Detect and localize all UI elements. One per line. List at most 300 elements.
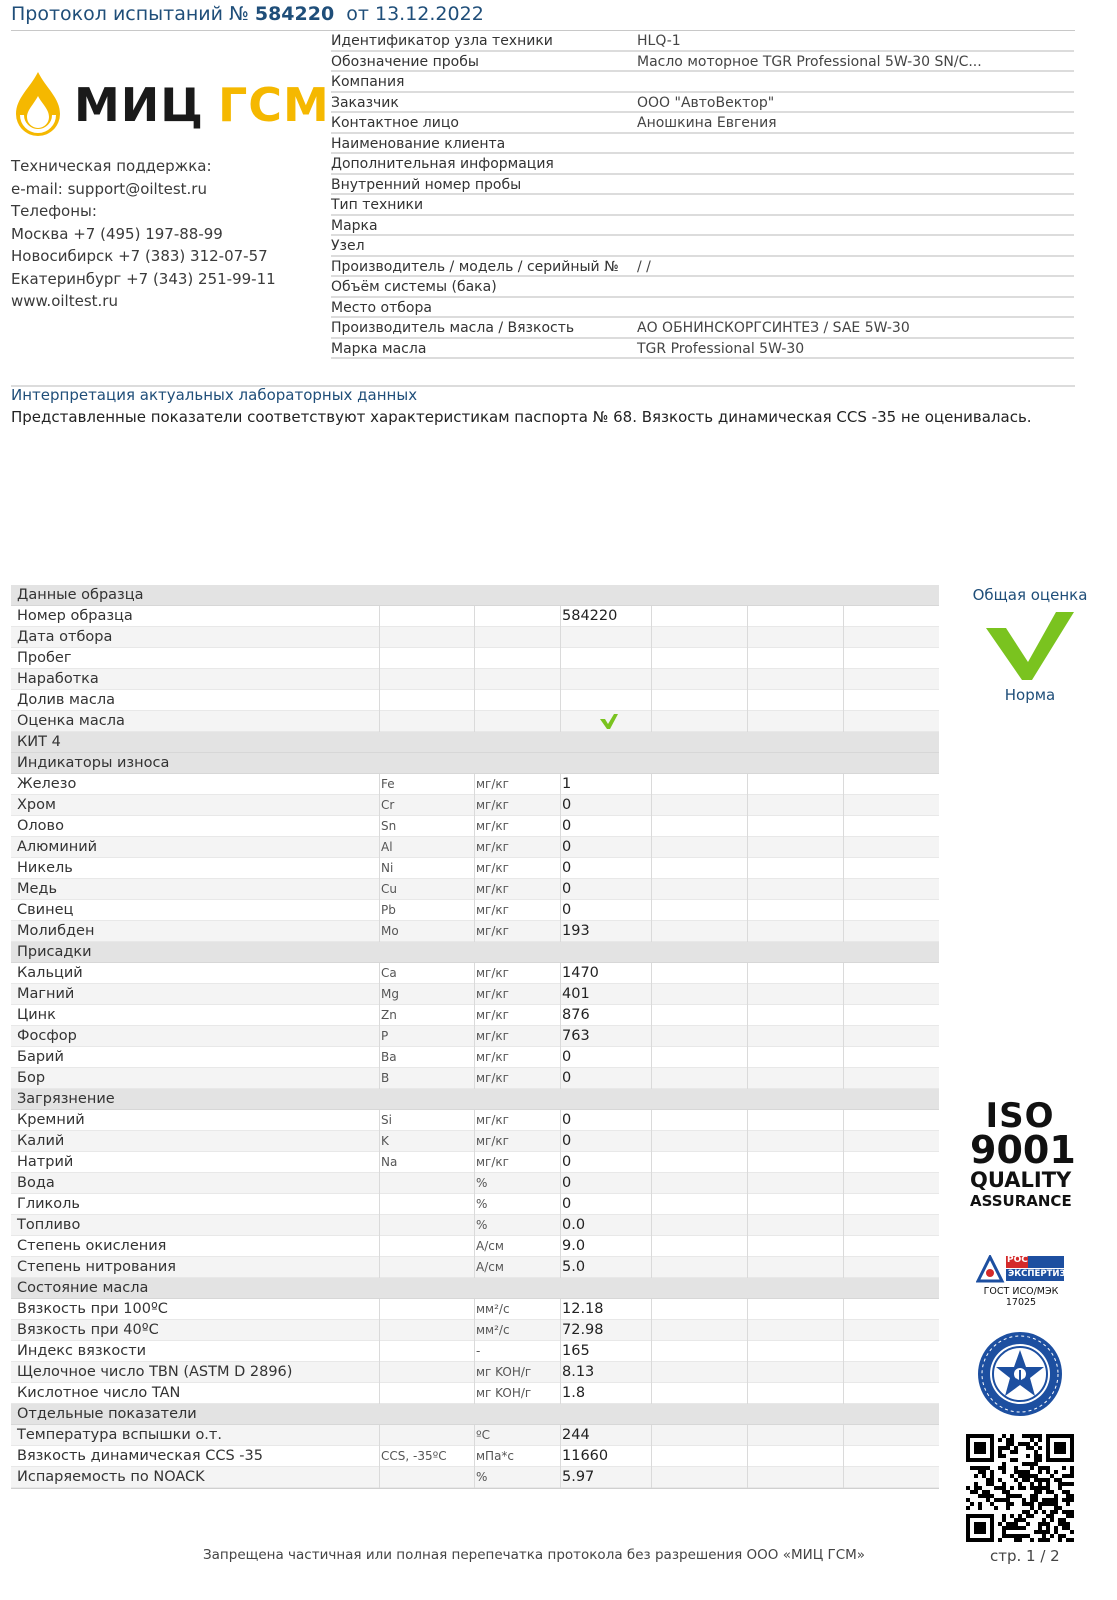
column-divider bbox=[379, 1026, 380, 1047]
column-divider bbox=[560, 711, 561, 732]
column-divider bbox=[474, 1005, 475, 1026]
column-divider bbox=[560, 1131, 561, 1152]
interpretation-title: Интерпретация актуальных лабораторных данных bbox=[11, 386, 418, 404]
ros-standard: ГОСТ ИСО/МЭК bbox=[983, 1286, 1059, 1297]
unit: мг KOH/г bbox=[476, 1386, 532, 1400]
column-divider bbox=[379, 690, 380, 711]
column-divider bbox=[379, 1299, 380, 1320]
column-divider bbox=[379, 963, 380, 984]
column-divider bbox=[560, 1194, 561, 1215]
result-value: 0 bbox=[562, 818, 572, 834]
column-divider bbox=[474, 1236, 475, 1257]
column-divider bbox=[651, 711, 652, 732]
support-contacts bbox=[11, 155, 276, 313]
column-divider bbox=[379, 1047, 380, 1068]
column-divider bbox=[747, 1131, 748, 1152]
column-divider bbox=[651, 1236, 652, 1257]
column-divider bbox=[651, 1383, 652, 1404]
column-divider bbox=[651, 1467, 652, 1488]
column-divider bbox=[560, 1425, 561, 1446]
unit: мг/кг bbox=[476, 1155, 509, 1169]
column-divider bbox=[474, 690, 475, 711]
column-divider bbox=[560, 963, 561, 984]
protocol-title bbox=[11, 3, 484, 25]
unit: мг/кг bbox=[476, 777, 509, 791]
column-divider bbox=[843, 669, 844, 690]
section-title: Состояние масла bbox=[17, 1280, 149, 1296]
result-value: 1470 bbox=[562, 965, 599, 981]
parameter-name: Калий bbox=[17, 1133, 65, 1149]
column-divider bbox=[651, 1425, 652, 1446]
column-divider bbox=[843, 1341, 844, 1362]
parameter-name: Степень окисления bbox=[17, 1238, 167, 1254]
unit: мг/кг bbox=[476, 882, 509, 896]
column-divider bbox=[747, 984, 748, 1005]
column-divider bbox=[379, 711, 380, 732]
element-symbol: Sn bbox=[381, 819, 397, 833]
element-symbol: CCS, -35ºC bbox=[381, 1449, 447, 1463]
results-table bbox=[11, 585, 939, 1489]
column-divider bbox=[474, 837, 475, 858]
column-divider bbox=[651, 795, 652, 816]
column-divider bbox=[747, 1047, 748, 1068]
column-divider bbox=[474, 1047, 475, 1068]
info-row bbox=[331, 154, 1074, 175]
info-label: Компания bbox=[331, 74, 405, 90]
table-row bbox=[11, 1425, 939, 1446]
unit: % bbox=[476, 1176, 488, 1190]
column-divider bbox=[379, 1320, 380, 1341]
column-divider bbox=[474, 1383, 475, 1404]
info-label: Производитель масла / Вязкость bbox=[331, 320, 575, 336]
column-divider bbox=[379, 1068, 380, 1089]
table-row bbox=[11, 1362, 939, 1383]
parameter-name: Вязкость при 40ºC bbox=[17, 1322, 159, 1338]
column-divider bbox=[651, 1110, 652, 1131]
info-label: Тип техники bbox=[331, 197, 424, 213]
ros-expertiza-badge bbox=[976, 1255, 1073, 1308]
result-value: 8.13 bbox=[562, 1364, 595, 1380]
support-phone: Новосибирск +7 (383) 312-07-57 bbox=[11, 247, 268, 265]
table-row bbox=[11, 1320, 939, 1341]
column-divider bbox=[379, 1341, 380, 1362]
column-divider bbox=[843, 1047, 844, 1068]
result-value: 11660 bbox=[562, 1448, 609, 1464]
info-label: Производитель / модель / серийный № bbox=[331, 258, 619, 275]
table-row bbox=[11, 606, 939, 627]
unit: % bbox=[476, 1197, 488, 1211]
support-phone: Екатеринбург +7 (343) 251-99-11 bbox=[11, 269, 276, 288]
column-divider bbox=[651, 837, 652, 858]
unit: мг/кг bbox=[476, 903, 509, 917]
column-divider bbox=[843, 1383, 844, 1404]
column-divider bbox=[843, 1005, 844, 1026]
column-divider bbox=[379, 1152, 380, 1173]
column-divider bbox=[843, 1299, 844, 1320]
column-divider bbox=[474, 921, 475, 942]
column-divider bbox=[747, 627, 748, 648]
column-divider bbox=[560, 921, 561, 942]
copyright-notice: Запрещена частичная или полная перепечатка протокола без разрешения ООО «МИЦ ГСМ» bbox=[203, 1547, 866, 1563]
result-value: 0.0 bbox=[562, 1217, 586, 1233]
column-divider bbox=[560, 879, 561, 900]
drop-flame-icon bbox=[12, 70, 64, 138]
column-divider bbox=[651, 1047, 652, 1068]
table-row bbox=[11, 669, 939, 690]
info-label: Идентификатор узла техники bbox=[331, 33, 553, 49]
result-value: 876 bbox=[562, 1007, 590, 1023]
support-phone: Москва +7 (495) 197-88-99 bbox=[11, 224, 223, 243]
column-divider bbox=[474, 1362, 475, 1383]
column-divider bbox=[379, 648, 380, 669]
table-row bbox=[11, 1173, 939, 1194]
title-prefix: Протокол испытаний № bbox=[11, 3, 249, 25]
info-row bbox=[331, 31, 1074, 52]
unit: мм²/с bbox=[476, 1323, 510, 1337]
info-row bbox=[331, 72, 1074, 93]
column-divider bbox=[651, 1446, 652, 1467]
table-row bbox=[11, 963, 939, 984]
parameter-name: Кислотное число TAN bbox=[17, 1385, 181, 1401]
unit: мг/кг bbox=[476, 861, 509, 875]
table-row bbox=[11, 1236, 939, 1257]
table-row bbox=[11, 1257, 939, 1278]
table-row bbox=[11, 816, 939, 837]
result-value: 193 bbox=[562, 923, 590, 939]
logo-word-2: ГСМ bbox=[217, 78, 330, 132]
column-divider bbox=[843, 1362, 844, 1383]
info-value: АО ОБНИНСКОРГСИНТЕЗ / SAE 5W-30 bbox=[637, 320, 910, 336]
parameter-name: Барий bbox=[17, 1049, 64, 1065]
column-divider bbox=[560, 1257, 561, 1278]
column-divider bbox=[651, 1026, 652, 1047]
column-divider bbox=[651, 1299, 652, 1320]
column-divider bbox=[379, 1446, 380, 1467]
parameter-name: Алюминий bbox=[17, 839, 98, 855]
column-divider bbox=[474, 1131, 475, 1152]
info-label: Узел bbox=[331, 238, 365, 254]
result-value: 5.97 bbox=[562, 1469, 595, 1485]
parameter-name: Вязкость при 100ºC bbox=[17, 1301, 168, 1317]
column-divider bbox=[651, 1215, 652, 1236]
column-divider bbox=[747, 1173, 748, 1194]
parameter-name: Фосфор bbox=[17, 1028, 77, 1044]
column-divider bbox=[747, 1110, 748, 1131]
column-divider bbox=[651, 984, 652, 1005]
column-divider bbox=[843, 795, 844, 816]
info-value: TGR Professional 5W-30 bbox=[637, 340, 805, 357]
section-header bbox=[11, 732, 939, 753]
section-header bbox=[11, 1089, 939, 1110]
section-title: Загрязнение bbox=[17, 1091, 115, 1107]
unit: мг/кг bbox=[476, 924, 509, 938]
column-divider bbox=[474, 1152, 475, 1173]
column-divider bbox=[651, 1257, 652, 1278]
table-row bbox=[11, 1299, 939, 1320]
parameter-name: Щелочное число TBN (ASTM D 2896) bbox=[17, 1364, 293, 1380]
column-divider bbox=[651, 606, 652, 627]
column-divider bbox=[843, 1467, 844, 1488]
result-value: 0 bbox=[562, 1112, 572, 1128]
unit: мПа*с bbox=[476, 1449, 515, 1463]
section-header bbox=[11, 585, 939, 606]
support-line: Телефоны: bbox=[11, 202, 97, 220]
column-divider bbox=[651, 690, 652, 711]
column-divider bbox=[747, 963, 748, 984]
column-divider bbox=[474, 900, 475, 921]
column-divider bbox=[474, 858, 475, 879]
table-row bbox=[11, 1194, 939, 1215]
interpretation-text: Представленные показатели соответствуют характеристикам паспорта № 68. Вязкость динамическая CCS -35 не оценивалась. bbox=[11, 408, 1032, 426]
iso-9001-badge bbox=[970, 1096, 1076, 1210]
table-row bbox=[11, 711, 939, 732]
support-website[interactable]: www.oiltest.ru bbox=[11, 292, 118, 310]
protocol-date: от 13.12.2022 bbox=[346, 3, 484, 25]
unit: мг/кг bbox=[476, 966, 509, 980]
qr-code-icon[interactable] bbox=[966, 1434, 1074, 1542]
column-divider bbox=[560, 1467, 561, 1488]
parameter-name: Натрий bbox=[17, 1154, 74, 1170]
unit: мг/кг bbox=[476, 1071, 509, 1085]
result-value: 0 bbox=[562, 860, 572, 876]
section-title: КИТ 4 bbox=[17, 734, 61, 750]
result-value: 1 bbox=[562, 776, 572, 792]
info-row bbox=[331, 318, 1074, 339]
column-divider bbox=[843, 774, 844, 795]
table-row bbox=[11, 879, 939, 900]
section-title: Индикаторы износа bbox=[17, 755, 170, 771]
column-divider bbox=[560, 1383, 561, 1404]
column-divider bbox=[843, 1425, 844, 1446]
column-divider bbox=[379, 900, 380, 921]
column-divider bbox=[843, 1446, 844, 1467]
column-divider bbox=[747, 1026, 748, 1047]
column-divider bbox=[379, 1005, 380, 1026]
column-divider bbox=[474, 795, 475, 816]
column-divider bbox=[747, 1299, 748, 1320]
parameter-name: Свинец bbox=[17, 902, 74, 918]
column-divider bbox=[747, 1383, 748, 1404]
column-divider bbox=[379, 1425, 380, 1446]
column-divider bbox=[560, 1173, 561, 1194]
overall-status: Норма bbox=[1004, 686, 1056, 704]
column-divider bbox=[379, 1110, 380, 1131]
column-divider bbox=[651, 1320, 652, 1341]
element-symbol: Zn bbox=[381, 1008, 397, 1022]
column-divider bbox=[747, 1005, 748, 1026]
column-divider bbox=[651, 1341, 652, 1362]
parameter-name: Магний bbox=[17, 986, 75, 1002]
parameter-name: Олово bbox=[17, 818, 64, 834]
column-divider bbox=[560, 1152, 561, 1173]
column-divider bbox=[747, 1236, 748, 1257]
parameter-name: Долив масла bbox=[17, 692, 115, 708]
parameter-name: Цинк bbox=[17, 1007, 56, 1023]
column-divider bbox=[474, 963, 475, 984]
column-divider bbox=[379, 984, 380, 1005]
column-divider bbox=[747, 690, 748, 711]
info-label: Место отбора bbox=[331, 299, 432, 316]
column-divider bbox=[379, 1467, 380, 1488]
column-divider bbox=[474, 627, 475, 648]
unit: мм²/с bbox=[476, 1302, 510, 1316]
unit: % bbox=[476, 1470, 488, 1484]
column-divider bbox=[379, 606, 380, 627]
result-value: 0 bbox=[562, 1154, 572, 1170]
section-header bbox=[11, 1404, 939, 1425]
column-divider bbox=[560, 1341, 561, 1362]
column-divider bbox=[747, 816, 748, 837]
info-value: Аношкина Евгения bbox=[637, 115, 777, 131]
column-divider bbox=[560, 1026, 561, 1047]
result-value: 0 bbox=[562, 902, 572, 918]
info-row bbox=[331, 339, 1074, 360]
column-divider bbox=[560, 858, 561, 879]
unit: мг/кг bbox=[476, 1029, 509, 1043]
column-divider bbox=[474, 669, 475, 690]
result-value: 0 bbox=[562, 1070, 572, 1086]
column-divider bbox=[560, 900, 561, 921]
info-row bbox=[331, 113, 1074, 134]
column-divider bbox=[843, 879, 844, 900]
page-number: стр. 1 / 2 bbox=[990, 1547, 1060, 1565]
table-row bbox=[11, 1467, 939, 1488]
info-label: Внутренний номер пробы bbox=[331, 176, 522, 193]
column-divider bbox=[651, 1152, 652, 1173]
column-divider bbox=[747, 1362, 748, 1383]
column-divider bbox=[379, 858, 380, 879]
column-divider bbox=[843, 1068, 844, 1089]
iso-number: 9001 bbox=[970, 1128, 1076, 1172]
table-row bbox=[11, 858, 939, 879]
column-divider bbox=[474, 1299, 475, 1320]
unit: мг/кг bbox=[476, 840, 509, 854]
column-divider bbox=[379, 1215, 380, 1236]
element-symbol: Pb bbox=[381, 903, 396, 917]
result-value: 72.98 bbox=[562, 1322, 604, 1338]
column-divider bbox=[560, 1299, 561, 1320]
column-divider bbox=[651, 627, 652, 648]
column-divider bbox=[379, 816, 380, 837]
table-row bbox=[11, 1131, 939, 1152]
column-divider bbox=[474, 1257, 475, 1278]
column-divider bbox=[379, 1194, 380, 1215]
info-label: Обозначение пробы bbox=[331, 53, 479, 70]
column-divider bbox=[379, 795, 380, 816]
table-row bbox=[11, 774, 939, 795]
column-divider bbox=[651, 648, 652, 669]
column-divider bbox=[560, 648, 561, 669]
column-divider bbox=[843, 690, 844, 711]
result-value: 0 bbox=[562, 1175, 572, 1191]
info-row bbox=[331, 236, 1074, 257]
column-divider bbox=[843, 1026, 844, 1047]
column-divider bbox=[560, 1047, 561, 1068]
result-value: 12.18 bbox=[562, 1301, 604, 1317]
result-value: 0 bbox=[562, 881, 572, 897]
info-row bbox=[331, 134, 1074, 155]
info-label: Марка масла bbox=[331, 340, 427, 357]
column-divider bbox=[379, 1257, 380, 1278]
info-row bbox=[331, 257, 1074, 278]
column-divider bbox=[651, 858, 652, 879]
element-symbol: P bbox=[381, 1029, 389, 1043]
result-value: 5.0 bbox=[562, 1259, 586, 1275]
result-value: 0 bbox=[562, 1049, 572, 1065]
column-divider bbox=[843, 837, 844, 858]
info-label: Контактное лицо bbox=[331, 115, 459, 131]
parameter-name: Кальций bbox=[17, 965, 83, 981]
column-divider bbox=[379, 669, 380, 690]
column-divider bbox=[474, 1194, 475, 1215]
parameter-name: Температура вспышки о.т. bbox=[17, 1427, 222, 1443]
column-divider bbox=[843, 1215, 844, 1236]
info-label: Наименование клиента bbox=[331, 135, 506, 152]
result-value: 584220 bbox=[562, 608, 618, 624]
column-divider bbox=[379, 627, 380, 648]
column-divider bbox=[747, 1341, 748, 1362]
element-symbol: Mo bbox=[381, 924, 399, 938]
parameter-name: Бор bbox=[17, 1070, 46, 1086]
parameter-name: Кремний bbox=[17, 1112, 85, 1128]
overall-check-icon bbox=[984, 610, 1076, 682]
element-symbol: Na bbox=[381, 1155, 398, 1169]
column-divider bbox=[843, 1152, 844, 1173]
column-divider bbox=[747, 1194, 748, 1215]
column-divider bbox=[843, 627, 844, 648]
column-divider bbox=[560, 627, 561, 648]
table-row bbox=[11, 1047, 939, 1068]
column-divider bbox=[747, 1467, 748, 1488]
column-divider bbox=[843, 816, 844, 837]
column-divider bbox=[747, 648, 748, 669]
result-value: 763 bbox=[562, 1028, 590, 1044]
overall-title: Общая оценка bbox=[972, 586, 1088, 604]
info-value: Масло моторное TGR Professional 5W-30 SN/C... bbox=[637, 53, 982, 70]
unit: мг/кг bbox=[476, 1008, 509, 1022]
table-row bbox=[11, 1383, 939, 1404]
table-row bbox=[11, 1341, 939, 1362]
column-divider bbox=[474, 879, 475, 900]
column-divider bbox=[747, 795, 748, 816]
column-divider bbox=[560, 795, 561, 816]
unit: мг/кг bbox=[476, 987, 509, 1001]
result-value: 0 bbox=[562, 797, 572, 813]
support-email[interactable]: e-mail: support@oiltest.ru bbox=[11, 179, 207, 198]
column-divider bbox=[651, 774, 652, 795]
column-divider bbox=[474, 1215, 475, 1236]
parameter-name: Хром bbox=[17, 797, 56, 813]
iso-quality: QUALITY bbox=[970, 1168, 1072, 1192]
info-label: Дополнительная информация bbox=[331, 156, 554, 172]
unit: А/см bbox=[476, 1260, 504, 1274]
parameter-name: Степень нитрования bbox=[17, 1259, 177, 1275]
column-divider bbox=[474, 1425, 475, 1446]
column-divider bbox=[474, 774, 475, 795]
column-divider bbox=[651, 669, 652, 690]
column-divider bbox=[560, 690, 561, 711]
table-row bbox=[11, 1005, 939, 1026]
parameter-name: Вода bbox=[17, 1175, 55, 1191]
result-value: 0 bbox=[562, 1133, 572, 1149]
column-divider bbox=[747, 606, 748, 627]
column-divider bbox=[474, 1467, 475, 1488]
column-divider bbox=[747, 1425, 748, 1446]
column-divider bbox=[560, 1320, 561, 1341]
column-divider bbox=[474, 1110, 475, 1131]
column-divider bbox=[843, 900, 844, 921]
column-divider bbox=[474, 1026, 475, 1047]
